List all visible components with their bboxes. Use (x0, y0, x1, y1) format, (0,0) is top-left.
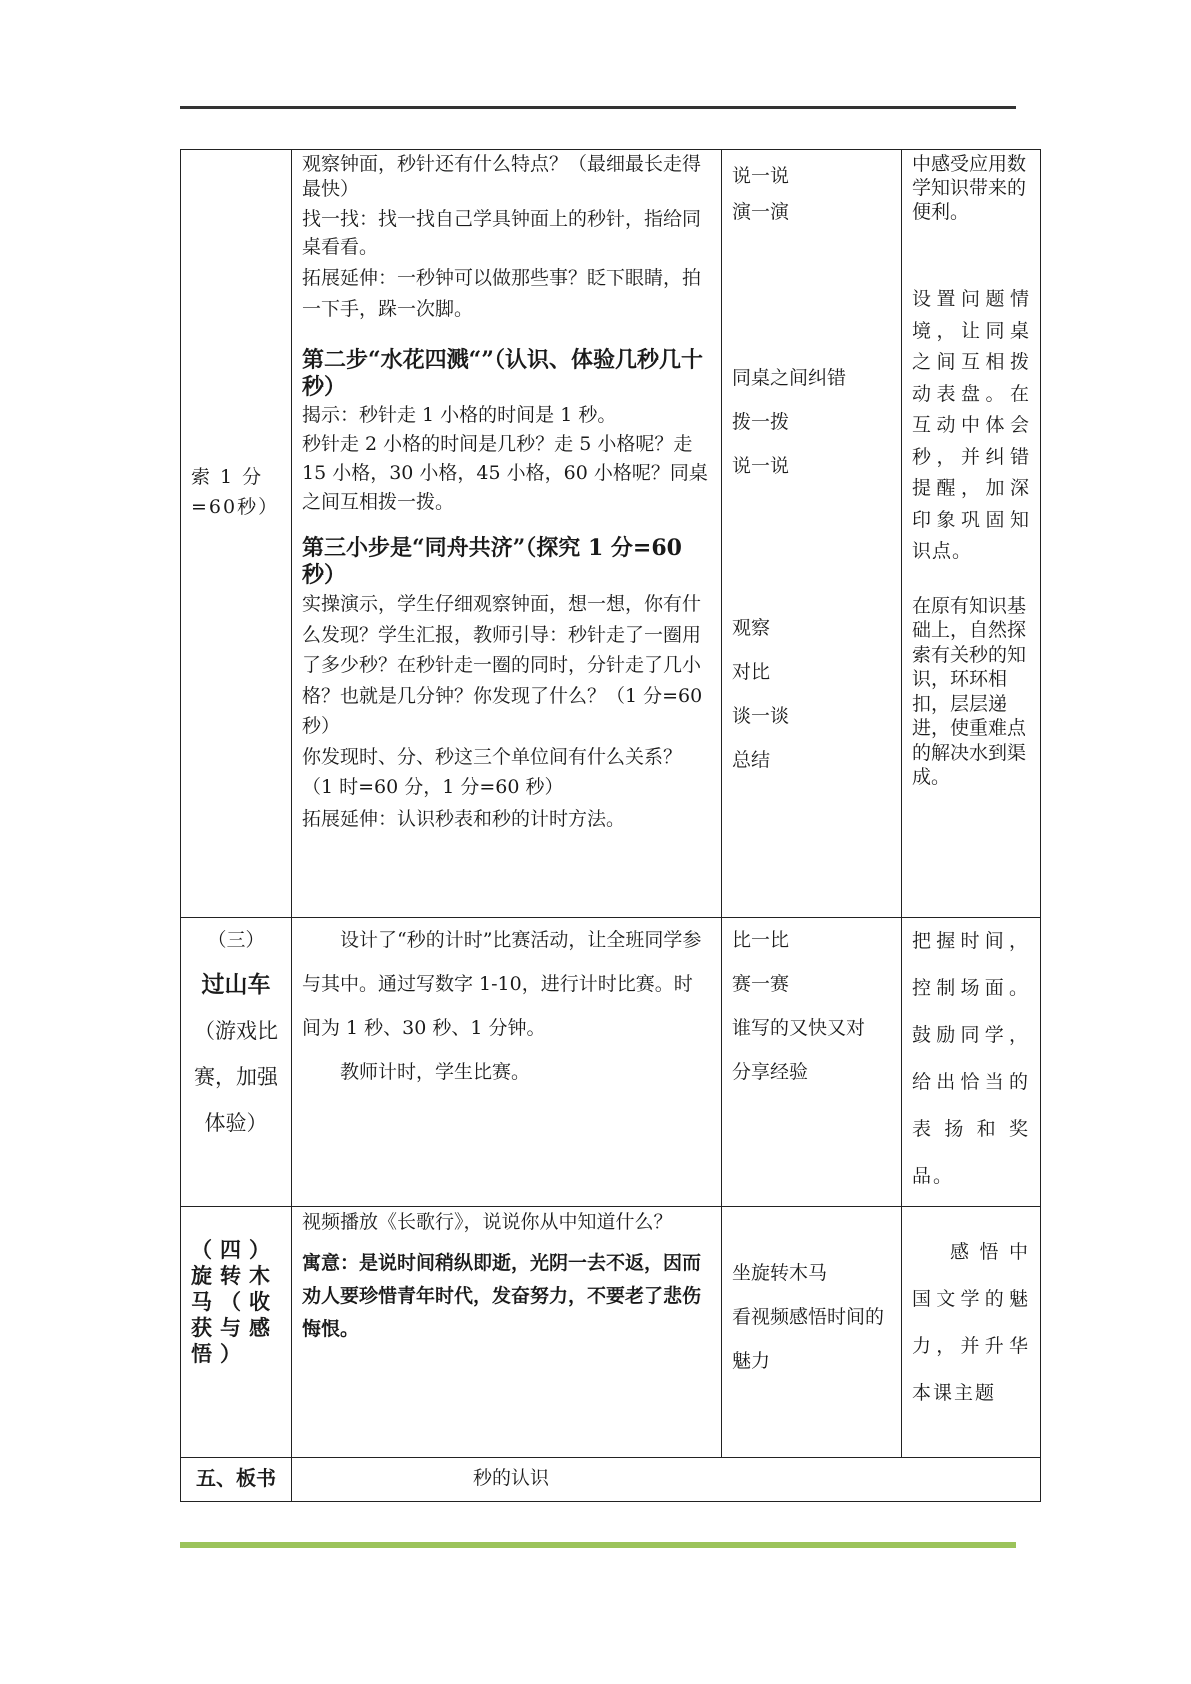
activity-cell (722, 1207, 902, 1458)
content-line: 揭示：秒针走 1 小格的时间是 1 秒。 (302, 404, 617, 426)
table-row-explore (181, 150, 1041, 918)
header-rule (180, 106, 1016, 109)
activity-cell (722, 150, 902, 918)
activity-item: 总结 (732, 749, 771, 771)
content-line: 视频播放《长歌行》，说说你从中知道什么？ (302, 1211, 673, 1233)
activity-item: 坐旋转木马 (732, 1262, 828, 1284)
intent-text: 感悟中国文学的魅力，并升华本课主题 (912, 1241, 1030, 1404)
intent-text: 中感受应用数学知识带来的便利。 (912, 153, 1027, 223)
stage-number: （三） (207, 929, 265, 951)
content-line: 你发现时、分、秒这三个单位间有什么关系？（1 时=60 分，1 分=60 秒） (302, 745, 683, 798)
stage-cell (181, 918, 292, 1207)
stage-cell (181, 1458, 292, 1502)
stage-label: 五、板书 (196, 1466, 276, 1490)
activity-item: 看视频感悟时间的魅力 (732, 1306, 885, 1372)
content-line: 实操演示，学生仔细观察钟面，想一想，你有什么发现？学生汇报，教师引导：秒针走了一圈用了多少秒？在秒针走一圈的同时，分针走了几小格？也就是几分钟？你发现了什么？（1 分=60 秒） (302, 593, 703, 737)
content-line: 找一找：找一找自己学具钟面上的秒针，指给同桌看看。 (302, 208, 702, 258)
stage-title: 过山车 (201, 971, 271, 998)
board-title: 秒的认识 (472, 1467, 549, 1489)
intent-text: 在原有知识基础上，自然探索有关秒的知识，环环相扣，层层递进，使重难点的解决水到渠成。 (912, 594, 1027, 788)
stage-label: （四）旋转木马（收获与感悟） (191, 1237, 278, 1366)
intent-cell (902, 1207, 1041, 1458)
table-row-summary (181, 1207, 1041, 1458)
moral-text: 寓意：是说时间稍纵即逝，光阴一去不返，因而劝人要珍惜青年时代，发奋努力，不要老了悲伤悔恨。 (302, 1252, 702, 1340)
activity-item: 同桌之间纠错 (732, 367, 847, 389)
content-line: 观察钟面，秒针还有什么特点？（最细最长走得最快） (302, 153, 702, 200)
activity-item: 比一比 (732, 929, 790, 951)
content-cell (292, 1207, 722, 1458)
activity-item: 谁写的又快又对 (732, 1017, 866, 1039)
intent-cell (902, 150, 1041, 918)
lesson-plan-table (180, 149, 1041, 1502)
table-row-game (181, 918, 1041, 1207)
activity-item: 说一说 (732, 455, 790, 477)
activity-item: 谈一谈 (732, 705, 790, 727)
activity-item: 观察 (732, 617, 771, 639)
content-line: 设计了“秒的计时”比赛活动，让全班同学参与其中。通过写数字 1-10，进行计时比赛。时间为 1 秒、30 秒、1 分钟。 (302, 929, 702, 1039)
step-heading: 第二步“水花四溅“”（认识、体验几秒几十秒） (302, 347, 703, 400)
stage-label: 索 1 分=60秒） (191, 466, 280, 518)
activity-item: 说一说 (732, 165, 790, 187)
content-line: 拓展延伸：认识秒表和秒的计时方法。 (302, 807, 626, 830)
activity-cell (722, 918, 902, 1207)
step-heading: 第三小步是“同舟共济”（探究 1 分=60 秒） (302, 535, 682, 588)
content-cell (292, 918, 722, 1207)
content-line: 秒针走 2 小格的时间是几秒？走 5 小格呢？走 15 小格，30 小格，45 小格，60 小格呢？同桌之间互相拨一拨。 (302, 433, 708, 513)
table-row-board (181, 1458, 1041, 1502)
content-cell (292, 150, 722, 918)
stage-cell (181, 150, 292, 918)
activity-item: 对比 (732, 661, 771, 683)
intent-text: 设置问题情境，让同桌之间互相拨动表盘。在互动中体会秒，并纠错提醒，加深印象巩固知识点。 (912, 288, 1030, 562)
stage-cell (181, 1207, 292, 1458)
stage-subtitle: （游戏比赛，加强体验） (194, 1019, 278, 1135)
activity-item: 拨一拨 (732, 411, 790, 433)
activity-item: 分享经验 (732, 1061, 809, 1083)
intent-cell (902, 918, 1041, 1207)
intent-text: 把握时间，控制场面。鼓励同学，给出恰当的表扬和奖品。 (912, 930, 1030, 1187)
content-line: 教师计时，学生比赛。 (340, 1061, 531, 1083)
board-content-cell (292, 1458, 1041, 1502)
footer-rule (180, 1542, 1016, 1548)
activity-item: 演一演 (732, 201, 790, 223)
content-line: 拓展延伸：一秒钟可以做那些事？眨下眼睛，拍一下手，跺一次脚。 (302, 267, 702, 320)
activity-item: 赛一赛 (732, 973, 790, 995)
